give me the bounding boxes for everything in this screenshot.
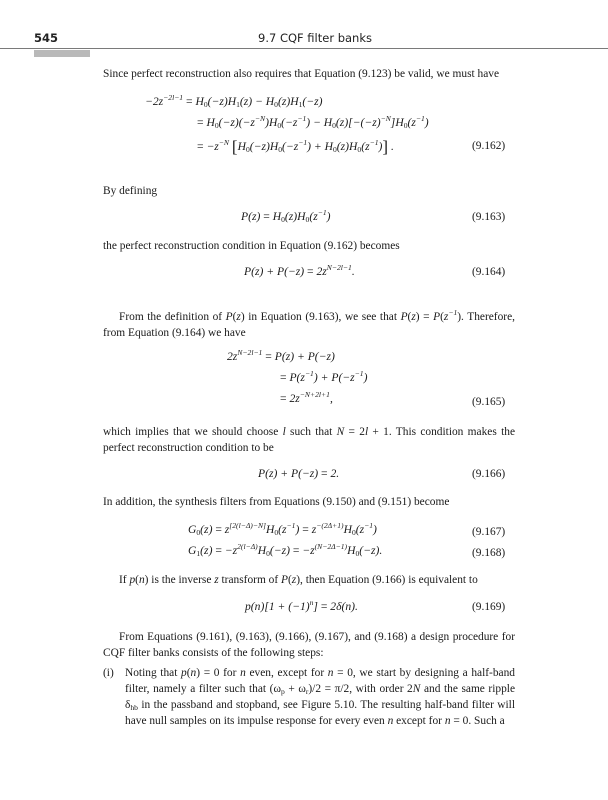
- equation-165-line-3: = $2z^{-N+2l+1}$,: [280, 390, 333, 405]
- header-rule: [0, 48, 608, 49]
- equation-165-line-2: = $P(z^{-1}) + P(-z^{-1})$: [280, 369, 368, 384]
- equation-number-169: (9.169): [472, 601, 506, 613]
- paragraph-7: If p(n) is the inverse z transform of P(z), then Equation (9.166) is equivalent to: [119, 574, 478, 586]
- header-tab: [34, 50, 90, 57]
- equation-number-168: (9.168): [472, 547, 506, 559]
- paragraph-4: From the definition of P(z) in Equation (9.163), we see that $P(z) = P(z^{-1})$. Therefore, from Equation (9.164) we have: [103, 308, 515, 339]
- equation-number-164: (9.164): [472, 266, 506, 278]
- equation-number-166: (9.166): [472, 468, 506, 480]
- equation-162-line-3: = $-z^{-N}$ $[H_0(-z)H_0(-z^{-1}) + H_0(z)H_0(z^{-1})]$ .: [197, 137, 394, 156]
- equation-164: $P(z) + P(-z) = 2z^{N-2l-1}$.: [244, 263, 355, 278]
- equation-162-line-2: = $H_0(-z)(-z^{-N})H_0(-z^{-1}) - H_0(z)[-(-z)^{-N}]H_0(z^{-1})$: [197, 114, 429, 130]
- equation-169: $p(n)[1 + (-1)^n] = 2\delta(n)$.: [245, 598, 358, 613]
- paragraph-3: the perfect reconstruction condition in Equation (9.162) becomes: [103, 240, 400, 252]
- equation-165-line-1: $2z^{N-2l-1} = P(z) + P(-z)$: [227, 348, 335, 363]
- list-item-i: [103, 665, 515, 729]
- paragraph-5: which implies that we should choose l such that N = 2l + 1. This condition makes the perfect reconstruction condition to be: [103, 426, 515, 454]
- equation-number-163: (9.163): [472, 211, 506, 223]
- equation-163: $P(z) = H_0(z)H_0(z^{-1})$: [241, 208, 331, 224]
- list-item-text: Noting that p(n) = 0 for n even, except for n = 0, we start by designing a half-band filter, namely a filter such that $(\omega_p + \omega_r)/2 = \pi/2$, with order 2N and the same ripple $\delta_{hb}$ in the passband and stopband, see Figure 5.10. The resulting half-band filter will have null samples on its impulse response for every even n except for n = 0. Such a: [125, 667, 516, 727]
- paragraph-8: From Equations (9.161), (9.163), (9.166), (9.167), and (9.168) a design procedure for CQF filter banks consists of the following steps:: [103, 631, 515, 659]
- list-marker: (i): [103, 667, 114, 679]
- equation-162-line-1: $-2z^{-2l-1} = H_0(-z)H_1(z) - H_0(z)H_1(-z)$: [145, 93, 323, 109]
- page-number: 545: [34, 31, 59, 45]
- equation-166: P(z) + P(−z) = 2.: [258, 467, 340, 480]
- equation-number-167: (9.167): [472, 526, 506, 538]
- paragraph-2: By defining: [103, 185, 158, 197]
- paragraph-6: In addition, the synthesis filters from Equations (9.150) and (9.151) become: [103, 496, 450, 508]
- running-head: 9.7 CQF filter banks: [258, 31, 372, 45]
- equation-number-165: (9.165): [472, 396, 506, 408]
- equation-167: $G_0(z) = z[2(l-\Delta)-N]H_0(z^{-1}) = z^{-(2\Delta+1)}H_0(z^{-1})$: [188, 521, 377, 537]
- equation-number-162: (9.162): [472, 140, 506, 152]
- equation-168: $G_1(z) = -z^{2(l-\Delta)}H_0(-z) = -z^{(N-2\Delta-1)}H_0(-z)$.: [188, 542, 383, 558]
- paragraph-1: Since perfect reconstruction also requires that Equation (9.123) be valid, we must have: [103, 68, 500, 80]
